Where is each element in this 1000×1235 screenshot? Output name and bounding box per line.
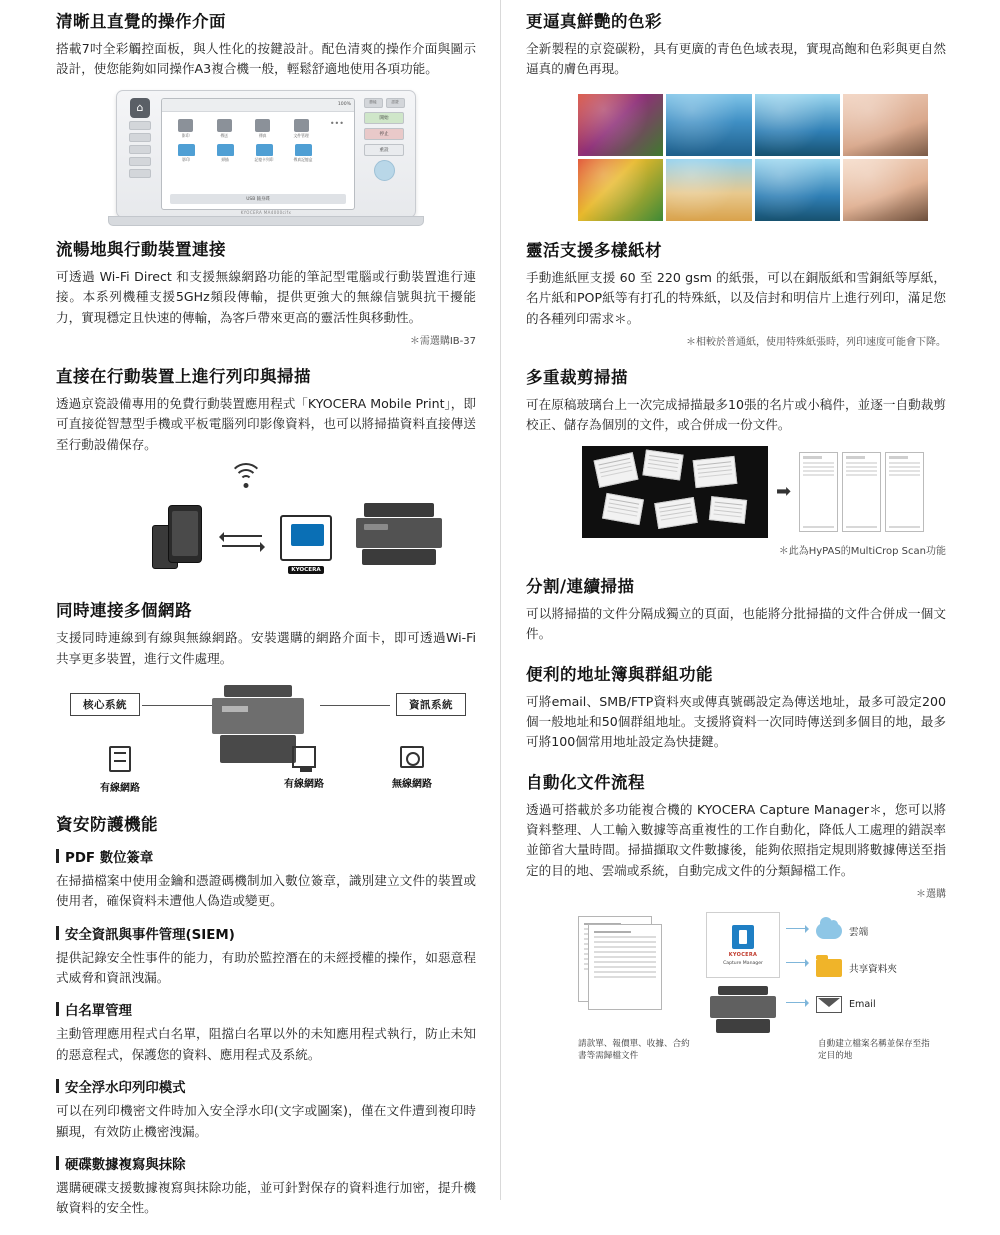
section-multi-network: [56, 597, 476, 795]
column-divider: [500, 0, 501, 1200]
destination-label: 共享資料夾: [849, 963, 897, 975]
panel-left-keys: [125, 98, 155, 210]
scanned-cards-on-platen: [582, 446, 768, 538]
color-photo-grid: [578, 94, 928, 221]
fax-icon: [249, 119, 276, 138]
subsection-title-whitelist: 白名單管理: [56, 1000, 476, 1019]
touch-screen: [161, 98, 355, 210]
subsection-body: 提供記錄安全性事件的能力，有助於監控潛在的未經授權的操作，如惡意程式威脅和資訊洩漏。: [56, 949, 476, 986]
capture-manager-app: [706, 912, 780, 978]
section-heading: 流暢地與行動裝置連接: [56, 239, 226, 259]
destination-label: Email: [849, 999, 876, 1011]
destination-folder: [816, 949, 940, 986]
panel-base: [108, 216, 424, 226]
copy-icon: [172, 119, 199, 138]
output-doc: [885, 452, 924, 532]
section-heading: 直接在行動裝置上進行列印與掃描: [56, 366, 311, 386]
panel-key-row: [364, 98, 405, 108]
app-subtitle: Capture Manager: [723, 960, 763, 966]
panel-key: [129, 157, 151, 166]
panel-key: [129, 169, 151, 178]
destination-cloud: [816, 912, 940, 949]
section-note: ＊相較於普通紙，使用特殊紙張時，列印速度可能會下降。: [686, 336, 946, 348]
section-split-scan: [526, 573, 946, 645]
umbrella-photo: [666, 159, 751, 221]
panel-key: [129, 133, 151, 142]
server-icon: [74, 746, 166, 795]
section-heading: 更逼真鮮艷的色彩: [526, 12, 662, 31]
screen-function-icons: [162, 112, 354, 140]
screen-status-text: 100%: [337, 102, 351, 108]
section-automation: [526, 769, 946, 1061]
send-icon: [210, 119, 237, 138]
caption-right: 自動建立檔案名稱並保存至指定目的地: [818, 1039, 930, 1061]
card: [709, 496, 747, 524]
section-note: ＊選購: [916, 889, 946, 901]
box-icon: [287, 119, 314, 138]
network-icon-label: 無線網路: [392, 778, 432, 790]
mobile-print-illustration: [56, 463, 476, 581]
subsection-title-pdf-signature: PDF 數位簽章: [56, 847, 476, 866]
section-body: 手動進紙匣支援 60 至 220 gsm 的紙張，可以在銅版紙和雪銅紙等厚紙，名片紙和POP紙等有打孔的特殊紙，以及信封和明信片上進行列印，滿足您的各種列印需求＊。: [526, 269, 946, 326]
section-heading: 同時連接多個網路: [56, 601, 192, 621]
folder-icon: [211, 144, 239, 162]
subsection-title-watermark: 安全浮水印列印模式: [56, 1077, 476, 1096]
network-icon-label: 有線網路: [284, 778, 324, 790]
panel-key: [129, 121, 151, 130]
destination-label: 雲端: [849, 926, 869, 938]
icon-label: 文件管理: [293, 132, 309, 138]
app-title: KYOCERA: [728, 951, 758, 958]
section-heading: 分割/連續掃描: [526, 576, 635, 596]
network-icon-row: [56, 746, 476, 795]
caption-left: 請款單、報價單、收據、合約書等需歸檔文件: [578, 1039, 690, 1061]
wifi-icon: [226, 463, 266, 493]
icon-label: 影印: [182, 156, 190, 162]
section-security: [56, 811, 476, 1219]
section-vivid-color: [526, 8, 946, 221]
section-body: 可透過 Wi-Fi Direct 和支援無線網路功能的筆記型電腦或行動裝置進行連接。本系列機種支援5GHz頻段傳輸，提供更強大的無線信號與抗干擾能力，實現穩定且快速的傳輸，為客戶帶來更高的靈活性與移動性。: [56, 268, 476, 325]
left-column: [56, 0, 476, 1235]
section-note: ＊需選購IB-37: [409, 335, 476, 347]
right-column: [526, 0, 946, 1061]
cloud-icon: [816, 923, 842, 939]
output-doc: [799, 452, 838, 532]
flow-arrows: [784, 916, 812, 1028]
pc-icon: [258, 746, 350, 795]
kyocera-mobile-print-app-icon: [280, 515, 332, 574]
documents-icon: [588, 924, 662, 1010]
capture-manager-illustration: [578, 912, 938, 1061]
section-body: 搭載7吋全彩觸控面板，與人性化的按鍵設計。配色清爽的操作介面與圖示設計，使您能夠如同操作A3複合機一般，輕鬆舒適地使用各項功能。: [56, 41, 476, 77]
arrow-right-icon: ➡: [776, 481, 792, 503]
destination-email: [816, 986, 940, 1023]
wireless-icon: [366, 746, 458, 795]
more-dots: •••: [329, 118, 344, 128]
portrait-photo: [843, 94, 928, 156]
usb-bar: USB 隨身碟: [170, 194, 346, 204]
card: [602, 493, 644, 525]
double-arrow-icon: [214, 531, 272, 553]
section-body: 支援同時連線到有線與無線網路。安裝選購的網路介面卡，即可透過Wi-Fi共享更多裝置，進行文件處理。: [56, 630, 476, 666]
folder-icon: [289, 144, 317, 162]
subsection-body: 在掃描檔案中使用金鑰和憑證碼機制加入數位簽章，識別建立文件的裝置或使用者，確保資料未遭他人偽造或變更。: [56, 872, 476, 909]
app-badge-label: KYOCERA: [288, 566, 324, 574]
section-media-support: [526, 237, 946, 348]
mfp-icon: [710, 986, 776, 1034]
panel-right-keys: [361, 98, 407, 210]
auth-key: 認證: [386, 98, 405, 108]
section-heading: 資安防護機能: [56, 814, 158, 834]
start-button: 開始: [364, 112, 404, 124]
card: [594, 452, 639, 488]
icon-label: 掃描: [221, 156, 229, 162]
home-icon: ⌂: [130, 98, 150, 118]
capture-manager-icon: [732, 925, 754, 949]
section-body: 透過京瓷設備專用的免費行動裝置應用程式「KYOCERA Mobile Print」，即可直接從智慧型手機或平板電腦列印影像資料，也可以將掃描資料直接傳送至行動設備保存。: [56, 395, 476, 452]
icon-label: 傳真: [258, 132, 267, 138]
section-multicrop: [526, 364, 946, 557]
beach-photo: [666, 94, 751, 156]
icon-label: 影印: [181, 132, 190, 138]
section-heading: 便利的地址簿與群組功能: [526, 664, 713, 684]
cropped-output-docs: [799, 452, 924, 532]
section-body: 可以將掃描的文件分隔成獨立的頁面，也能將分批掃描的文件合併成一個文件。: [526, 605, 946, 642]
icon-label: 傳真記憶盒: [293, 156, 313, 162]
subsection-title-disk-overwrite: 硬碟數據複寫與抹除: [56, 1154, 476, 1173]
icon-label: 傳送: [220, 132, 228, 138]
control-panel: [116, 90, 416, 218]
card: [693, 456, 738, 488]
section-heading: 清晰且直覺的操作介面: [56, 12, 226, 31]
reset-button: 重設: [364, 144, 404, 156]
subsection-title-siem: 安全資訊與事件管理(SIEM): [56, 924, 476, 943]
vegetable-photo: [578, 159, 663, 221]
beach-photo-3: [755, 159, 840, 221]
section-mobile-print-scan: [56, 363, 476, 581]
panel-key: [129, 145, 151, 154]
subsection-body: 可以在列印機密文件時加入安全浮水印(文字或圖案)，僅在文件遭到複印時顯現，有效防止機密洩漏。: [56, 1103, 476, 1139]
section-body: 可將email、SMB/FTP資料夾或傳真號碼設定為傳送地址，最多可設定200個一般地址和50個群組地址。支援將資料一次同時傳送到多個目的地，最多可將100個常用地址設定為快捷鍵。: [526, 693, 946, 750]
subsection-body: 選購硬碟支援數據複寫與抹除功能，並可針對保存的資料進行加密，提升機敏資料的安全性。: [56, 1180, 476, 1216]
stop-button: 停止: [364, 128, 404, 140]
info-system-box: 資訊系統: [396, 693, 466, 716]
section-note: ＊此為HyPAS的MultiCrop Scan功能: [778, 545, 946, 557]
model-text: KYOCERA MA4000cifx: [240, 209, 292, 215]
illustration-captions: [578, 1039, 938, 1062]
folder-icon: [250, 144, 278, 162]
tablet-icon: [168, 505, 202, 563]
fruit-photo: [578, 94, 663, 156]
multicrop-illustration: [582, 446, 924, 538]
printer-icon: [356, 503, 442, 565]
folder-icon: [816, 959, 842, 977]
folder-icon: [172, 144, 200, 162]
section-heading: 多重裁剪掃描: [526, 367, 628, 387]
eco-key: 節能: [364, 98, 383, 108]
destination-list: [816, 912, 940, 1023]
control-panel-illustration: [56, 90, 476, 218]
section-body: 可在原稿玻璃台上一次完成掃描最多10張的名片或小稿件，並逐一自動裁剪校正、儲存為個別的文件，或合併成一份文件。: [526, 396, 946, 433]
screen-status-bar: [162, 99, 354, 112]
card: [654, 497, 698, 529]
section-intuitive-panel: [56, 8, 476, 218]
beach-photo-2: [755, 94, 840, 156]
network-line: [320, 705, 390, 706]
section-mobile-connect: [56, 236, 476, 347]
section-heading: 靈活支援多樣紙材: [526, 240, 662, 260]
section-body: 透過可搭載於多功能複合機的 KYOCERA Capture Manager＊，您可以將資料整理、人工輸入數據等高重複性的工作自動化，降低人工處理的錯誤率並節省大量時間。掃描擷取文件數據後，能夠依照指定規則將數據傳送至指定的目的地、雲端或系統，自動完成文件的分類歸檔工作。: [526, 801, 946, 878]
network-icon-label: 有線網路: [100, 782, 140, 794]
start-round-button: [374, 160, 395, 181]
icon-label: 記憶卡列印: [254, 156, 274, 162]
section-body: 全新製程的京瓷碳粉，具有更廣的青色色域表現，實現高飽和色彩與更自然逼真的膚色再現。: [526, 41, 946, 77]
section-address-book: [526, 661, 946, 753]
network-line: [142, 705, 212, 706]
portrait-photo-2: [843, 159, 928, 221]
core-system-box: 核心系統: [70, 693, 140, 716]
card: [642, 449, 683, 480]
screen-folder-icons: [162, 140, 354, 166]
mail-icon: [816, 996, 842, 1013]
subsection-body: 主動管理應用程式白名單，阻擋白名單以外的未知應用程式執行，防止未知的惡意程式，保護您的資料、應用程式及系統。: [56, 1026, 476, 1062]
section-heading: 自動化文件流程: [526, 772, 645, 792]
output-doc: [842, 452, 881, 532]
network-illustration: [56, 679, 476, 795]
